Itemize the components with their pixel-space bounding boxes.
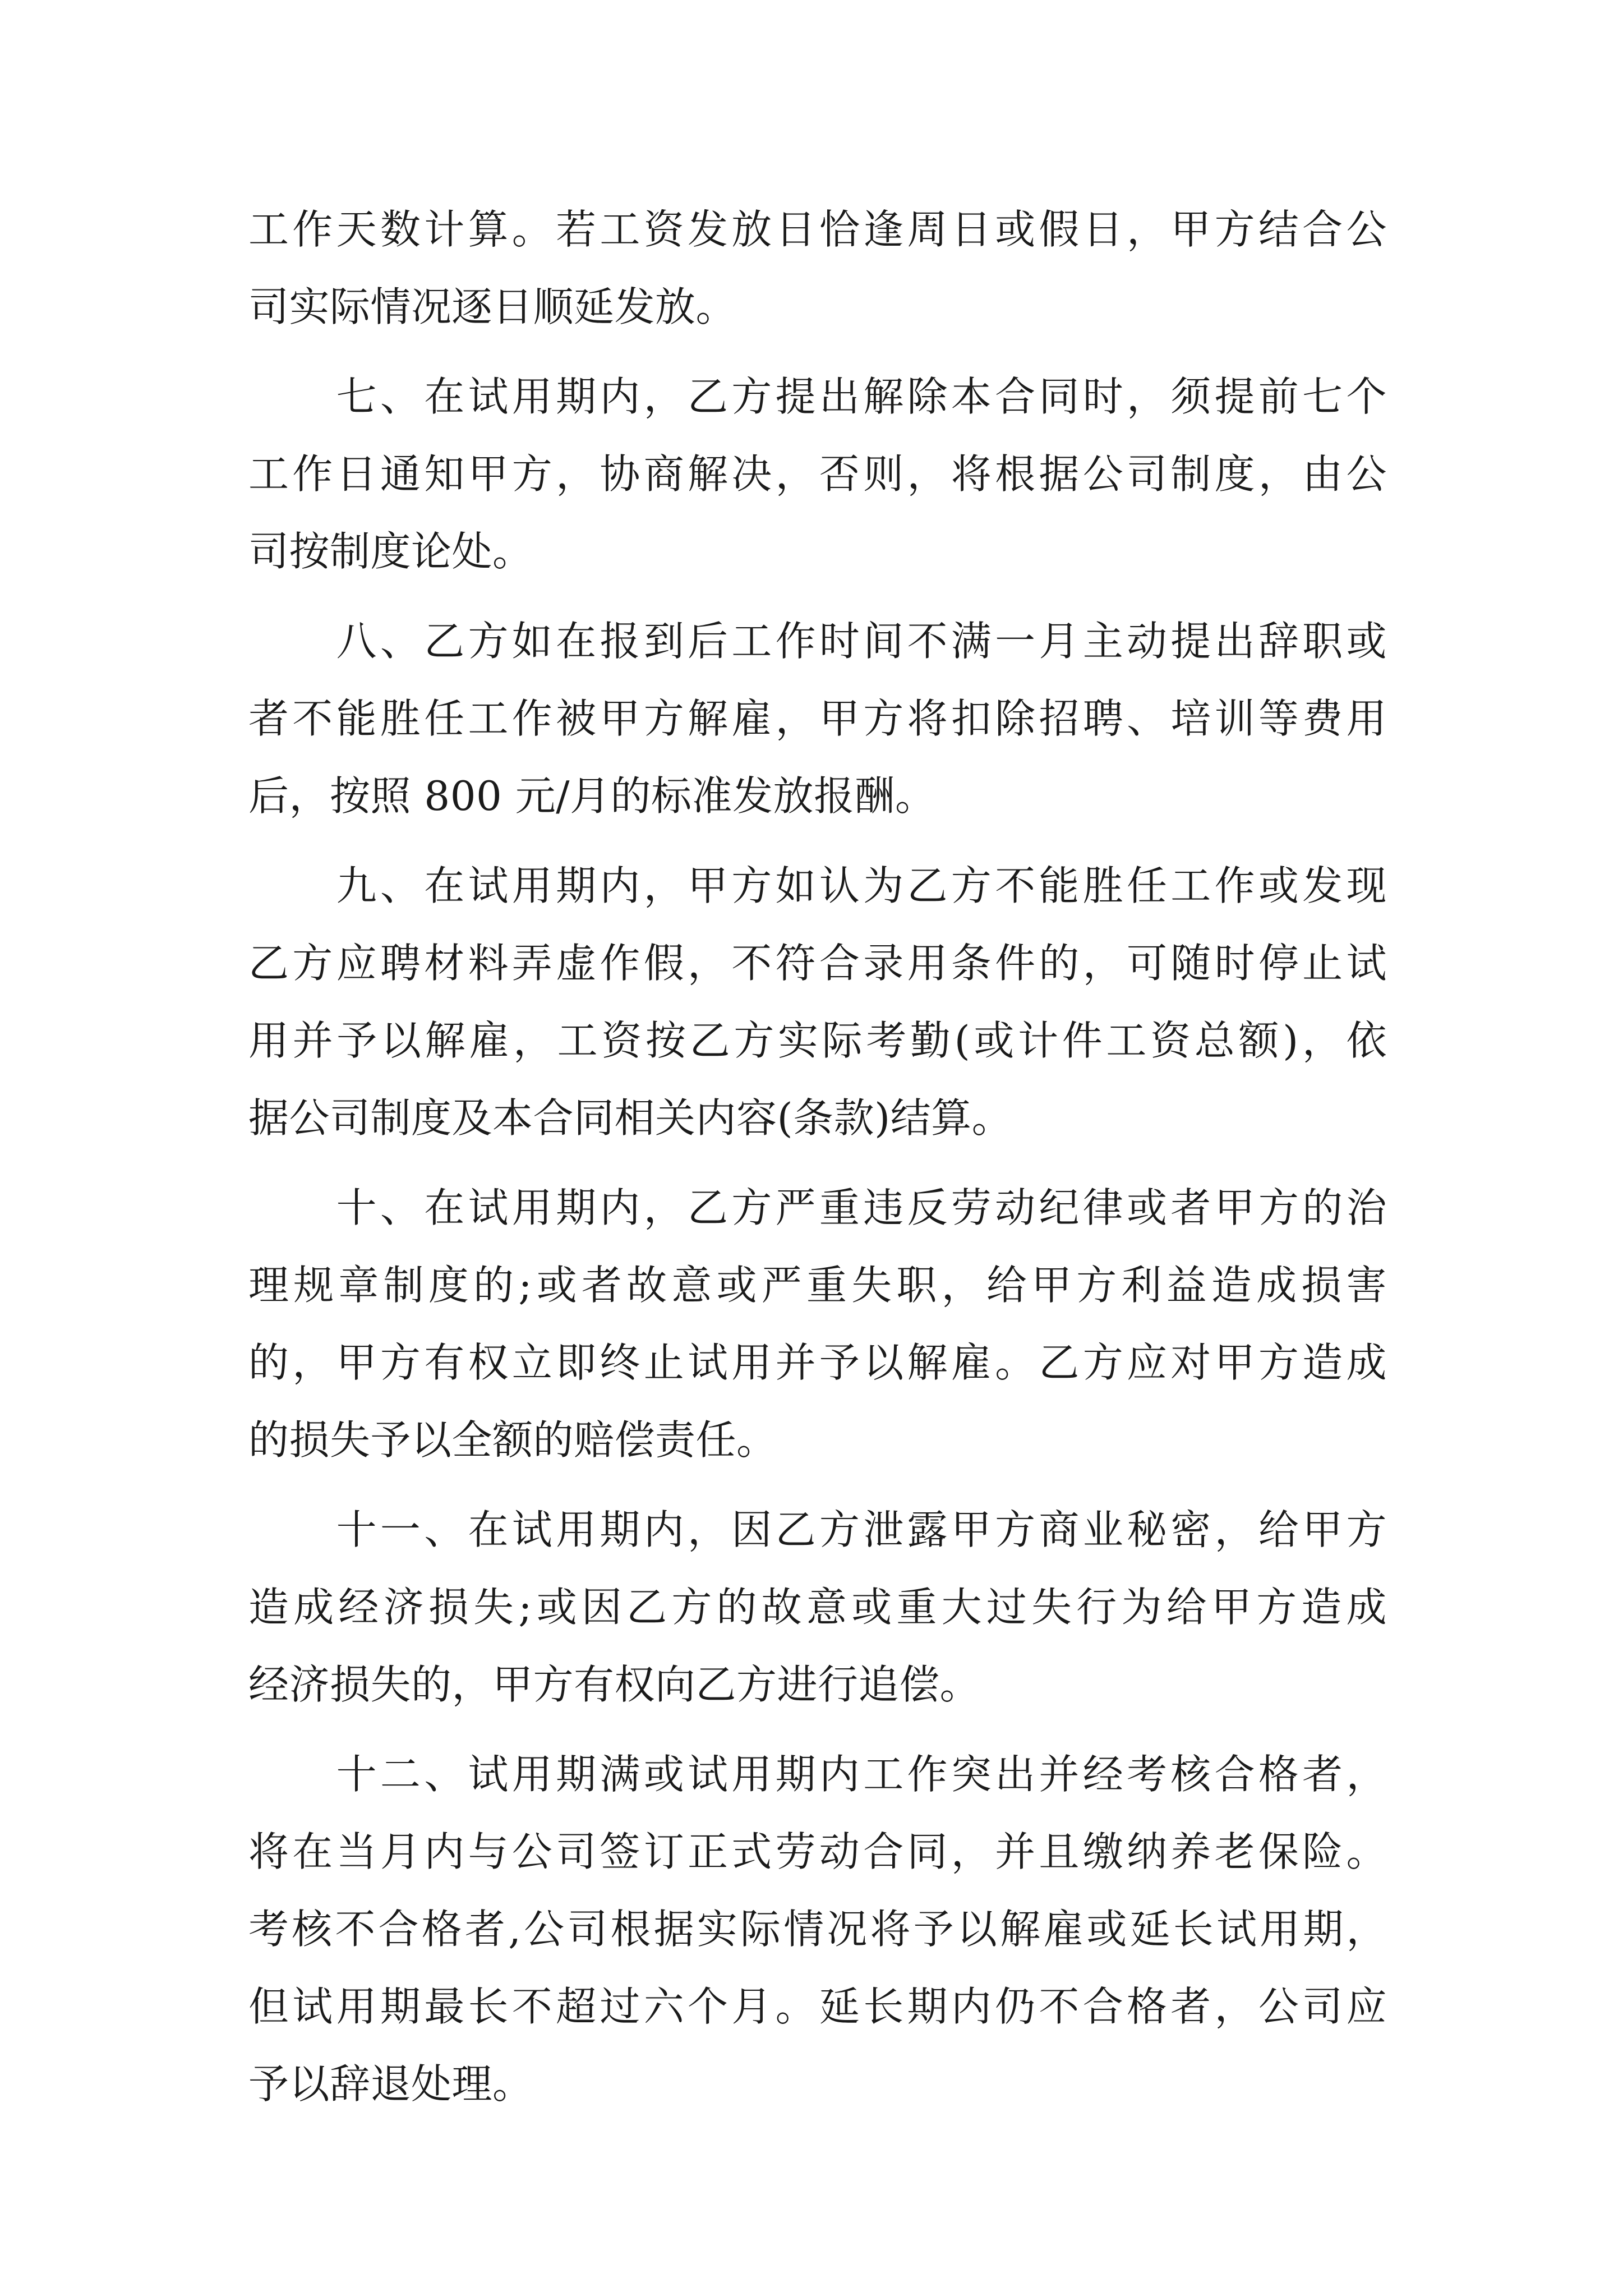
text-line: 八、乙方如在报到后工作时间不满一月主动提出辞职或: [248, 618, 1387, 665]
document-body: [248, 191, 1387, 2123]
paragraph-gap: [248, 1479, 1387, 1491]
text-line: 据公司制度及本合同相关内容(条款)结算。: [248, 1094, 1013, 1142]
paragraph-gap: [248, 346, 1387, 358]
text-line: 工作日通知甲方，协商解决，否则，将根据公司制度，由公: [248, 450, 1387, 498]
text-line: 造成经济损失;或因乙方的故意或重大过失行为给甲方造成: [248, 1584, 1387, 1631]
paragraph-gap: [248, 1723, 1387, 1736]
text-line: 后，按照 800 元/月的标准发放报酬。: [248, 772, 936, 820]
paragraph-8: [248, 602, 1387, 835]
paragraph-11: [248, 1491, 1387, 1723]
text-line: 予以辞退处理。: [248, 2060, 533, 2108]
text-line: 司按制度论处。: [248, 528, 533, 575]
paragraph-7: [248, 358, 1387, 590]
paragraph-9: [248, 847, 1387, 1157]
text-line: 经济损失的，甲方有权向乙方进行追偿。: [248, 1661, 981, 1708]
text-line: 将在当月内与公司签订正式劳动合同，并且缴纳养老保险。: [248, 1828, 1387, 1875]
text-line: 用并予以解雇，工资按乙方实际考勤(或计件工资总额)，依: [248, 1017, 1387, 1064]
text-line: 的损失予以全额的赔偿责任。: [248, 1416, 777, 1464]
text-line: 但试用期最长不超过六个月。延长期内仍不合格者，公司应: [248, 1983, 1387, 2030]
text-line: 七、在试用期内，乙方提出解除本合同时，须提前七个: [248, 373, 1387, 420]
paragraph-12: [248, 1736, 1387, 2123]
paragraph-gap: [248, 835, 1387, 847]
text-line: 考核不合格者,公司根据实际情况将予以解雇或延长试用期，: [248, 1906, 1387, 1953]
text-line: 的，甲方有权立即终止试用并予以解雇。乙方应对甲方造成: [248, 1339, 1387, 1386]
text-line: 九、在试用期内，甲方如认为乙方不能胜任工作或发现: [248, 862, 1387, 909]
paragraph-10: [248, 1169, 1387, 1479]
text-line: 十一、在试用期内，因乙方泄露甲方商业秘密，给甲方: [248, 1506, 1387, 1553]
text-line: 乙方应聘材料弄虚作假，不符合录用条件的，可随时停止试: [248, 940, 1387, 987]
text-line: 十、在试用期内，乙方严重违反劳动纪律或者甲方的治: [248, 1184, 1387, 1231]
text-line: 司实际情况逐日顺延发放。: [248, 283, 737, 330]
text-line: 十二、试用期满或试用期内工作突出并经考核合格者，: [248, 1751, 1387, 1798]
paragraph-6-continued: [248, 191, 1387, 346]
paragraph-gap: [248, 590, 1387, 602]
paragraph-gap: [248, 1157, 1387, 1169]
text-line: 理规章制度的;或者故意或严重失职，给甲方利益造成损害: [248, 1262, 1387, 1309]
text-line: 工作天数计算。若工资发放日恰逢周日或假日，甲方结合公: [248, 206, 1387, 253]
text-line: 者不能胜任工作被甲方解雇，甲方将扣除招聘、培训等费用: [248, 695, 1387, 742]
